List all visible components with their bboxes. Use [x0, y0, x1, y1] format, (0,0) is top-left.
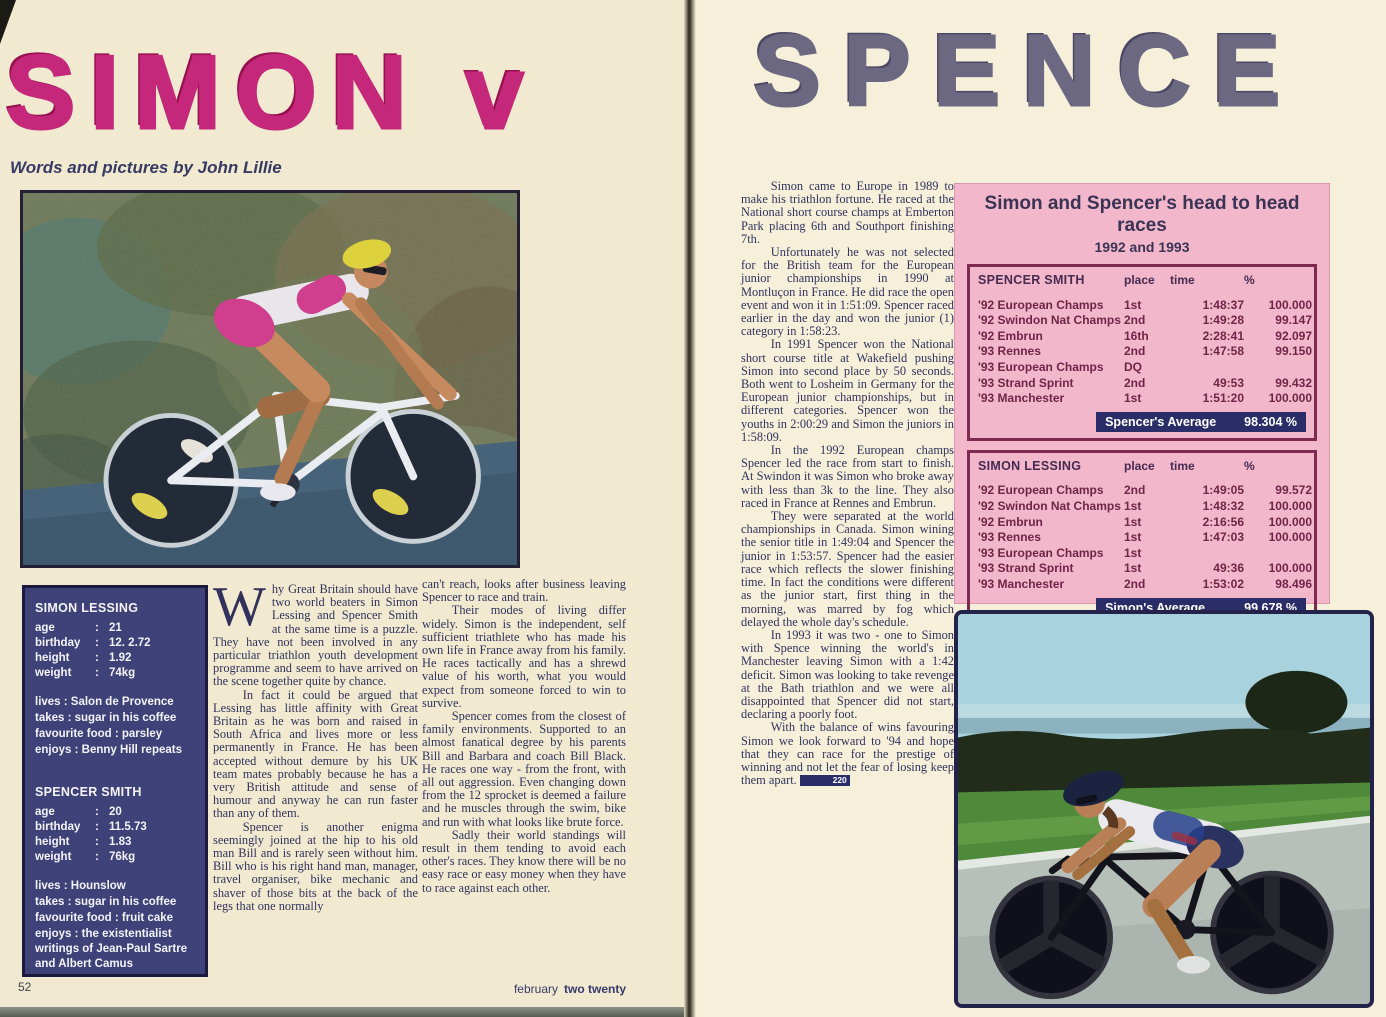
table-row: '93 Manchester 1st 1:51:20 100.000 — [978, 391, 1312, 406]
stats-simon — [35, 601, 195, 758]
stat-sep: : — [95, 821, 99, 833]
table-row: '92 Swindon Nat Champs 1st 1:48:32 100.000 — [978, 498, 1312, 513]
stat-value: 1.83 — [109, 836, 132, 848]
stats-simon-name: SIMON LESSING — [35, 601, 139, 615]
page-right — [696, 0, 1386, 1017]
magazine-footer — [422, 982, 626, 996]
stats-spencer — [35, 785, 195, 972]
table-row: '92 European Champs 2nd 1:49:05 99.572 — [978, 483, 1312, 498]
article-column-2: can't reach, looks after business leaving Spencer to race and train. Their modes of living differ widely. Simon is the independent, self sufficient triathlete who has made his own life in France away from his family. He races tactically and has a shrewd value of his worth, what you would expect from someone forced to win to survive. Spencer comes from the closest of family environments. Supported to an almost fanatical degree by his parents Bill and Barbara and coach Bill Black. He races one way - from the front, with all out aggression. Even changing down from the 12 sprocket is deemed a failure and he muscles through the swim, bike and run with what looks like brute force. Sadly their world standings will result in them tending to avoid each other's races. They know there will be no easy race or easy money when they have to race against each other. — [422, 577, 626, 895]
page-left — [0, 0, 686, 1017]
simon-results-table — [967, 450, 1317, 627]
page-title-simon-v: SIMON v — [6, 35, 539, 151]
table-row: '92 Embrun 16th 2:28:41 92.097 — [978, 328, 1312, 343]
article-column-1: Why Great Britain should have two world beaters in Simon Lessing and Spencer Smith at the same time is a puzzle. They have not been involved in any particular triathlon youth development programme and seem to have arrived on the scene together quite by chance. In fact it could be argued that Lessing has little affinity with Great Britain as he was born and raised in South Africa and lives more or less permanently in France. He has been accepted without demure by his UK team mates probably because he has a very British attitude and sense of humour and anyway he can run faster than any of them. Spencer is another enigma seemingly joined at the hip to his old man Bill and is rarely seen without him. Bill who is his right hand man, manager, travel organiser, bike mechanic and shaver of those bits at the back of the legs that one normally — [213, 576, 418, 913]
stat-sep: : — [95, 806, 99, 818]
col-header-pct: % — [1244, 458, 1255, 473]
stat-sep: : — [95, 836, 99, 848]
table-row: '92 European Champs 1st 1:48:37 100.000 — [978, 297, 1312, 312]
table-row: '93 Rennes 2nd 1:47:58 99.150 — [978, 344, 1312, 359]
table-row: '93 European Champs DQ — [978, 359, 1142, 374]
stat-sep: : — [95, 851, 99, 863]
stats-simon-extra: lives : Salon de Provence takes : sugar in his coffee favourite food : parsley enjoys : Benny Hill repeats — [35, 696, 182, 756]
stat-label: height — [35, 652, 70, 664]
head-to-head-box — [954, 183, 1330, 615]
stat-label: weight — [35, 851, 72, 863]
table-athlete-name: SIMON LESSING — [978, 458, 1082, 473]
table-row: '93 Rennes 1st 1:47:03 100.000 — [978, 530, 1312, 545]
page-title-spence: SPENCE — [754, 15, 1304, 127]
col-header-time: time — [1170, 273, 1195, 287]
table-row: '93 European Champs 1st — [978, 545, 1142, 560]
simon-average-badge: Simon's Average 99.678 % — [1096, 598, 1306, 618]
col-header-place: place — [1124, 458, 1155, 473]
stat-sep: : — [95, 652, 99, 664]
footer-magazine-name: two twenty — [564, 982, 626, 996]
stat-value: 12. 2.72 — [109, 637, 151, 649]
stat-label: birthday — [35, 821, 81, 833]
spencer-average-badge: Spencer's Average 98.304 % — [1096, 412, 1306, 432]
scan-edge-artifact — [0, 1007, 712, 1017]
spencer-results-table — [967, 264, 1317, 441]
stat-label: age — [35, 806, 55, 818]
stat-sep: : — [95, 637, 99, 649]
stats-spencer-extra: lives : Hounslow takes : sugar in his coffee favourite food : fruit cake enjoys : the existentialist writings of Jean-Paul Sartre and Albert Camus — [35, 880, 188, 970]
stat-value: 20 — [109, 806, 122, 818]
page-number: 52 — [18, 980, 32, 994]
col-header-place: place — [1124, 273, 1155, 287]
drop-cap: W — [213, 576, 266, 638]
table-subtitle: 1992 and 1993 — [1094, 239, 1190, 255]
stat-value: 21 — [109, 622, 122, 634]
table-row: '92 Swindon Nat Champs 2nd 1:49:28 99.147 — [978, 313, 1312, 328]
col-header-time: time — [1170, 458, 1195, 473]
table-row: '93 Manchester 2nd 1:53:02 98.496 — [978, 576, 1312, 591]
stat-sep: : — [95, 667, 99, 679]
stat-value: 76kg — [109, 851, 136, 863]
stat-value: 11.5.73 — [109, 821, 147, 833]
stat-label: weight — [35, 667, 72, 679]
page-gutter — [684, 0, 696, 1017]
footer-month: february — [513, 982, 558, 996]
photo-spencer-cycling — [954, 610, 1374, 1008]
stat-label: birthday — [35, 637, 81, 649]
stat-sep: : — [95, 622, 99, 634]
end-of-article-mark: 220 — [800, 775, 850, 786]
cyclist-rock-illustration — [23, 193, 517, 565]
byline: Words and pictures by John Lillie — [10, 158, 282, 177]
table-row: '93 Strand Sprint 2nd 49:53 99.432 — [978, 375, 1312, 390]
article-column-3: Simon came to Europe in 1989 to make his triathlon fortune. He raced at the National short course champs at Emberton Park placing 6th and Southport finishing 7th. Unfortunately he was not selected for the British team for the European junior championships in 1990 at Montluçon in France. He did race the open event and won it in 1:51:09. Spencer raced earlier in the day and won the junior (1) category in 1:58:23. In 1991 Spencer won the National short course title at Wakefield pushing Simon into second place by 50 seconds. Both went to Losheim in Germany for the European junior championships, but in different categories. Spencer won the youths in 2:00:29 and Simon the juniors in 1:58:09. In the 1992 European champs Spencer led the race from start to finish. At Swindon it was Simon who broke away with less than 3k to the line. They also raced in France at Rennes and Embrun. They were separated at the world championships in Canada. Simon wining the senior title in 1:49:04 and Spencer the junior in 1:53:57. Spencer had the easier race which reflects the slower finishing time. In fact the conditions were different as the junior start, first thing in the morning, was marred by fog which delayed the whole day's schedule. In 1993 it was two - one to Simon with Spence winning the world's in Manchester leaving Simon with a 1:42 deficit. Simon was looking to take revenge at the Bath triathlon and we were all disappointed that Spencer did not start, declaring a poorly foot. With the balance of wins favouring Simon we look forward to '94 and hope that they can race for the prestige of winning and not let the fear of losing keep them apart. 220 — [741, 179, 954, 788]
photo-simon-cycling — [20, 190, 520, 568]
col-header-pct: % — [1244, 273, 1255, 287]
table-athlete-name: SPENCER SMITH — [978, 273, 1085, 287]
tree — [1245, 671, 1347, 734]
table-title: Simon and Spencer's head to head races — [984, 193, 1300, 236]
table-row: '93 Strand Sprint 1st 49:36 100.000 — [978, 561, 1312, 576]
stat-label: height — [35, 836, 70, 848]
table-row: '92 Embrun 1st 2:16:56 100.000 — [978, 514, 1312, 529]
stats-spencer-name: SPENCER SMITH — [35, 785, 142, 799]
athlete-stats-box — [22, 585, 208, 977]
stat-value: 74kg — [109, 667, 136, 679]
stat-value: 1.92 — [109, 652, 132, 664]
cyclist-road-illustration — [958, 614, 1370, 1004]
stat-label: age — [35, 622, 55, 634]
